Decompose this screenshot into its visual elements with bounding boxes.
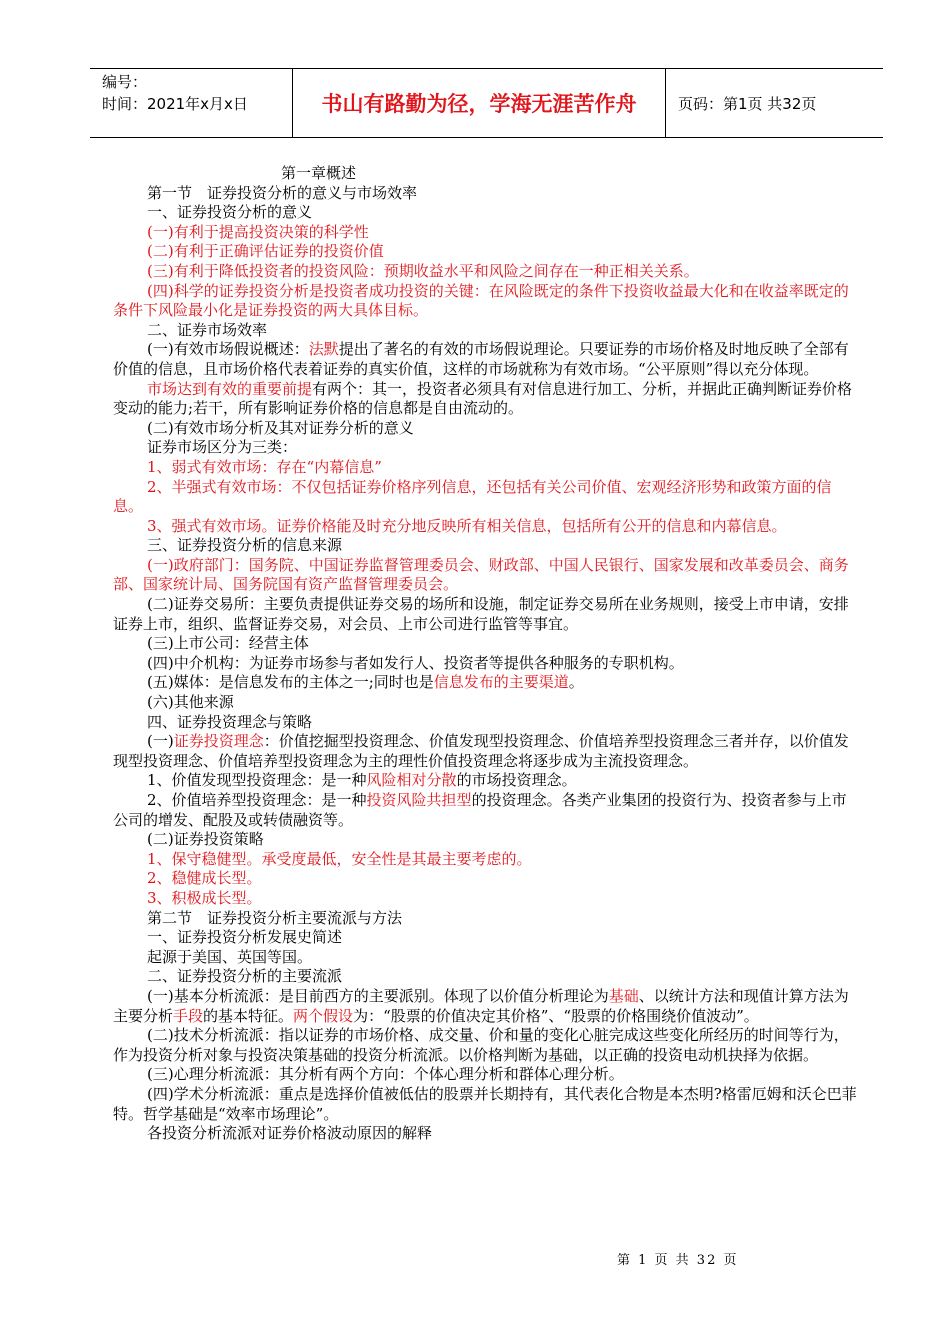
paragraph: (三)心理分析流派：其分析有两个方向：个体心理分析和群体心理分析。: [147, 1065, 624, 1084]
paragraph: 1、弱式有效市场：存在“内幕信息”: [147, 457, 382, 476]
paragraph: 2、稳健成长型。: [147, 869, 262, 888]
time-label: 时间：2021年x月x日: [102, 95, 248, 113]
header-table: [90, 68, 883, 138]
highlight-run: 证券投资理念: [173, 732, 264, 751]
paragraph: (一)政府部门：国务院、中国证券监督管理委员会、财政部、中国人民银行、国家发展和改革委员会、商务部、国家统计局、国务院国有资产监督管理委员会。: [113, 555, 849, 594]
paragraph: (四)学术分析流派：重点是选择价值被低估的股票并长期持有，其代表化合物是本杰明?格雷厄姆和沃仑巴菲特。哲学基础是“效率市场理论”。: [113, 1084, 857, 1123]
page-footer: 第 1 页 共 32 页: [617, 1253, 739, 1268]
text-run: 1、价值发现型投资理念：是一种: [147, 771, 367, 790]
paragraph: 起源于美国、英国等国。: [147, 947, 313, 966]
paragraph: (三)有利于降低投资者的投资风险：预期收益水平和风险之间存在一种正相关关系。: [147, 261, 699, 280]
text-run: 的市场投资理念。: [456, 771, 577, 790]
subheading: 四、证券投资理念与策略: [147, 712, 313, 731]
highlight-run: 市场达到有效的重要前提: [147, 379, 313, 398]
section-heading: 第二节 证券投资分析主要流派与方法: [147, 908, 403, 927]
paragraph: [113, 673, 858, 693]
highlight-run: 信息发布的主要渠道: [433, 673, 569, 692]
document-body: [113, 164, 858, 1144]
code-label: 编号：: [102, 73, 148, 91]
text-run: (一): [147, 732, 174, 751]
paragraph: (三)上市公司：经营主体: [147, 634, 309, 653]
highlight-run: 风险相对分散: [366, 771, 457, 790]
paragraph: 3、积极成长型。: [147, 888, 262, 907]
text-run: ：价值挖掘型投资理念、价值发现型投资理念、价值培养型投资理念三者并存，以价值发现型投资理念、价值培养型投资理念为主的理性价值投资理念将逐步成为主流投资理念。: [113, 732, 849, 770]
paragraph: (四)科学的证券投资分析是投资者成功投资的关键：在风险既定的条件下投资收益最大化和在收益率既定的条件下风险最小化是证券投资的两大具体目标。: [113, 281, 849, 320]
paragraph: 各投资分析流派对证券价格波动原因的解释: [147, 1124, 433, 1143]
header-meta-cell: [90, 69, 293, 137]
paragraph: (六)其他来源: [147, 693, 234, 712]
text-run: (一)基本分析流派：是目前西方的主要派别。体现了以价值分析理论为: [147, 986, 609, 1005]
paragraph: (四)中介机构：为证券市场参与者如发行人、投资者等提供各种服务的专职机构。: [147, 653, 684, 672]
text-run: 提出了著名的有效的市场假说理论。只要证券的市场价格及时地反映了全部有价值的信息，且市场价格代表着证券的真实价值，这样的市场就称为有效市场。“公平原则”得以充分体现。: [113, 340, 849, 378]
paragraph: 1、保守稳健型。承受度最低，安全性是其最主要考虑的。: [147, 849, 532, 868]
header-page-label: 页码：第1页 共32页: [678, 94, 817, 113]
text-run: (五)媒体：是信息发布的主体之一;同时也是: [147, 673, 434, 692]
text-run: 为：“股票的价值决定其价格”、“股票的价格围绕价值波动”。: [353, 1006, 759, 1025]
subheading: 三、证券投资分析的信息来源: [147, 536, 343, 555]
paragraph: (二)技术分析流派：指以证券的市场价格、成交量、价和量的变化心脏完成这些变化所经历的时间等行为，作为投资分析对象与投资决策基础的投资分析流派。以价格判断为基础，以正确的投资电动机抉择为依据。: [113, 1026, 849, 1064]
paragraph: (二)证券交易所：主要负责提供证券交易的场所和设施，制定证券交易所在业务规则，接受上市申请，安排证券上市，组织、监督证券交易，对会员、上市公司进行监管等事宜。: [113, 595, 849, 633]
paragraph: 3、强式有效市场。证券价格能及时充分地反映所有相关信息，包括所有公开的信息和内幕信息。: [147, 516, 787, 535]
chapter-title: 第一章概述: [281, 164, 357, 182]
header-motto: 书山有路勤为径，学海无涯苦作舟: [293, 69, 666, 137]
subheading: 二、证券投资分析的主要流派: [147, 967, 343, 986]
paragraph: (一)有利于提高投资决策的科学性: [147, 222, 369, 241]
paragraph: [113, 732, 858, 771]
paragraph: [113, 791, 858, 830]
text-run: 的投资理念。各类产业集团的投资行为、投资者参与上市公司的增发、配股及或转债融资等。: [113, 791, 847, 829]
highlight-run: 法默: [308, 340, 339, 359]
paragraph: (二)有效市场分析及其对证券分析的意义: [147, 418, 414, 437]
subheading: 一、证券投资分析发展史简述: [147, 928, 343, 947]
text-run: 。: [568, 673, 584, 692]
paragraph: [113, 987, 858, 1026]
paragraph: 证券市场区分为三类：: [147, 438, 298, 457]
paragraph: (二)证券投资策略: [147, 830, 264, 849]
text-run: (一)有效市场假说概述：: [147, 340, 309, 359]
highlight-run: 两个假设: [293, 1006, 354, 1025]
paragraph: [113, 380, 858, 419]
subheading: 一、证券投资分析的意义: [147, 203, 313, 222]
text-run: 的基本特征。: [203, 1006, 294, 1025]
text-run: 有两个：其一，投资者必须具有对信息进行加工、分析，并据此正确判断证券价格变动的能力;若干，所有影响证券价格的信息都是自由流动的。: [113, 379, 853, 418]
subheading: 二、证券市场效率: [147, 320, 268, 339]
paragraph: [113, 340, 858, 379]
paragraph: (二)有利于正确评估证券的投资价值: [147, 242, 384, 261]
highlight-run: 投资风险共担型: [366, 791, 472, 809]
text-run: 、以统计方法和现值计算方法为主要分析: [113, 986, 849, 1025]
highlight-run: 手段: [173, 1006, 204, 1025]
paragraph: [113, 771, 858, 791]
section-heading: 第一节 证券投资分析的意义与市场效率: [147, 183, 418, 202]
text-run: 2、价值培养型投资理念：是一种: [147, 791, 367, 809]
highlight-run: 基础: [608, 986, 639, 1005]
paragraph: 2、半强式有效市场：不仅包括证券价格序列信息，还包括有关公司价值、宏观经济形势和政策方面的信息。: [113, 477, 832, 516]
